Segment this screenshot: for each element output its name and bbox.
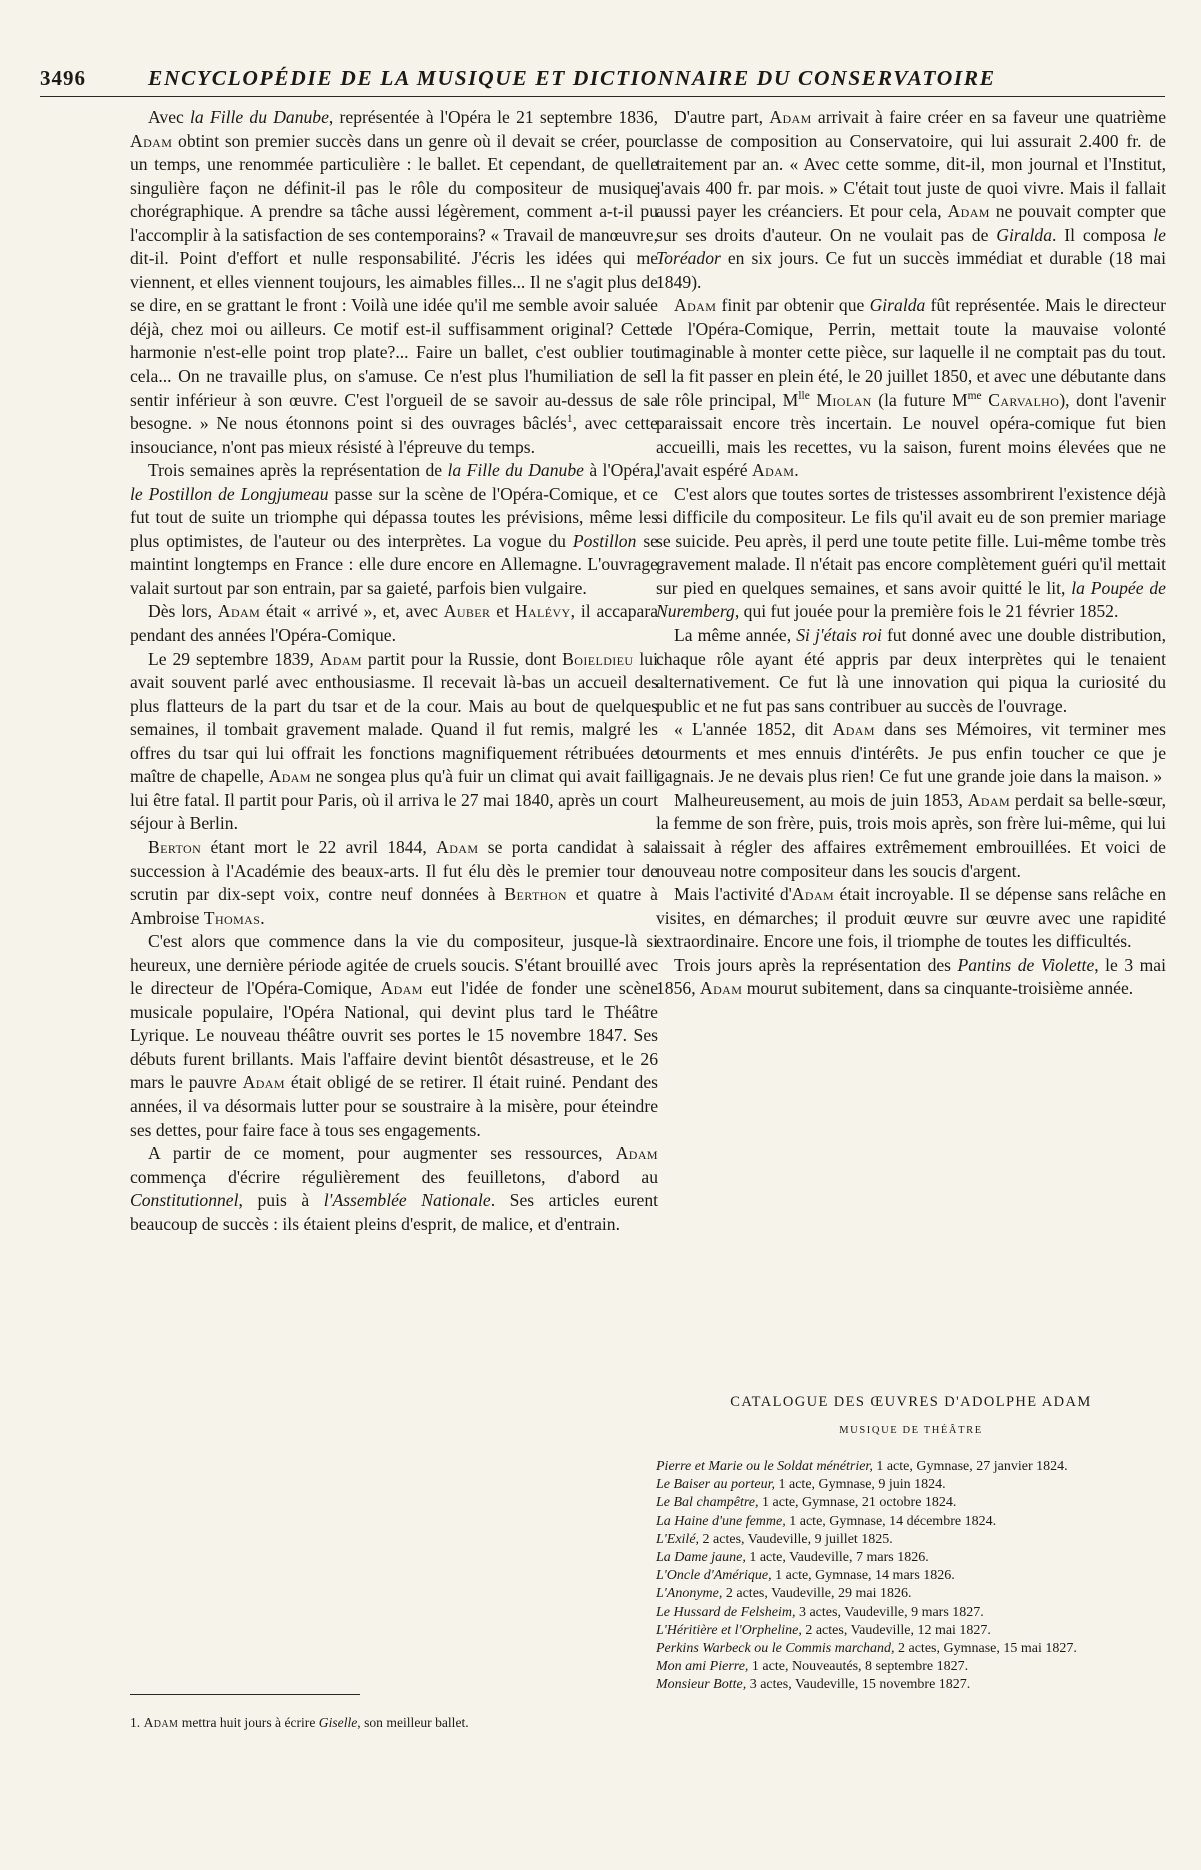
text-run: 1. xyxy=(130,1715,144,1730)
catalogue-entry xyxy=(656,1549,1166,1567)
paragraph xyxy=(656,483,1166,624)
text-run: commença d'écrire régulièrement des feuilletons, d'abord au xyxy=(130,1166,658,1187)
paragraph xyxy=(656,624,1166,718)
work-details: 3 actes, Vaudeville, 15 novembre 1827. xyxy=(746,1677,971,1693)
text-run: Giselle xyxy=(318,1715,358,1730)
work-title: Monsieur Botte, xyxy=(656,1677,747,1693)
text-run: Giralda xyxy=(869,295,926,316)
paragraph xyxy=(130,648,658,836)
text-run: Constitutionnel xyxy=(130,1190,239,1211)
footnote xyxy=(130,1714,658,1731)
catalogue-entry xyxy=(656,1567,1166,1585)
paragraph xyxy=(656,789,1166,883)
work-title: L'Exilé, xyxy=(656,1531,700,1547)
text-run: , son meilleur ballet. xyxy=(357,1715,469,1730)
text-run: finit par obtenir que xyxy=(716,295,870,316)
text-run: était incroyable. Il se dépense sans relâche en visites, en démarches; il produit œuvre sur œuvre avec une rapidité extraordinaire. Encore une fois, il triomphe de toutes les difficultés. xyxy=(656,884,1166,952)
paragraph xyxy=(130,459,658,600)
text-run: mettra huit jours à écrire xyxy=(178,1715,319,1730)
text-run: lui avait souvent parlé avec enthousiasme. Il recevait là-bas un accueil des plus flatteurs de la part du tsar et de la cour. Mais au bout de quelques semaines, il tombait gravement malade. Quand il fut remis, malgré les offres du tsar qui lui offrait les fonctions magnifiquement rétribuées de maître de chapelle, xyxy=(130,648,658,787)
text-run: Auber xyxy=(443,601,491,622)
text-run: Carvalho xyxy=(988,389,1060,410)
left-column xyxy=(130,106,658,1236)
catalogue-entry xyxy=(656,1622,1166,1640)
text-run: , le 3 mai 1856, xyxy=(656,954,1166,999)
text-run: Boieldieu xyxy=(562,648,634,669)
text-run: perdait sa belle-sœur, la femme de son frère, puis, trois mois après, son frère lui-même, qui lui laissait à régler des affaires extrêmement embrouillées. Et voici de nouveau notre compositeur dans les soucis d'argent. xyxy=(656,789,1166,881)
work-title: L'Héritière et l'Orpheline, xyxy=(656,1622,802,1638)
work-title: La Dame jaune, xyxy=(656,1550,746,1566)
text-run: la Fille du Danube xyxy=(447,460,584,481)
text-run: Giralda xyxy=(996,224,1052,245)
paragraph xyxy=(656,106,1166,294)
work-details: 1 acte, Vaudeville, 7 mars 1826. xyxy=(745,1550,929,1566)
text-run: obtint son premier succès dans un genre où il devait se créer, pour un temps, une renommée particulière : le ballet. Et cependant, de quelle singulière façon ne définit-il pas le rôle du compositeur de musique chorégraphique. A prendre sa tâche aussi légèrement, comment a-t-il pu l'accomplir à la satisfaction de ses contemporains? « Travail de manœuvre, dit-il. Point d'effort et nulle responsabilité. J'écris les idées qui me viennent, et elles viennent toujours, les aimables filles... Il ne s'agit plus de se dire, en se grattant le front : Voilà une idée qu'il me semble avoir saluée déjà, chez moi ou ailleurs. Ce motif est-il suffisamment original? Cette harmonie n'est-elle point trop plate?... Faire un ballet, c'est oublier tout cela... On ne travaille plus, on s'amuse. Ce n'est plus l'humiliation de se sentir inférieur à son œuvre. C'est l'orgueil de se savoir au-dessus de sa besogne. » Ne nous étonnons point si des ouvrages bâclés xyxy=(130,130,658,434)
text-run: Adam xyxy=(967,789,1011,810)
text-run: eut l'idée de fonder une scène musicale populaire, l'Opéra National, qui devint plus tard le Théâtre Lyrique. Le nouveau théâtre ouvrit ses portes le 15 novembre 1847. Ses débuts furent brillants. Mais l'affaire devint bientôt désastreuse, et le 26 mars le pauvre xyxy=(130,978,659,1093)
work-details: 1 acte, Gymnase, 27 janvier 1824. xyxy=(872,1459,1068,1474)
text-run: Mais l'activité d' xyxy=(674,884,792,905)
catalogue-heading: CATALOGUE DES ŒUVRES D'ADOLPHE ADAM xyxy=(730,1394,1092,1410)
text-run: fut donné avec une double distribution, chaque rôle ayant été appris par deux interprètes qui le tenaient alternativement. Ce fut là une innovation qui piqua la curiosité du public et ne fut pas sans contribuer au succès de l'ouvrage. xyxy=(656,625,1166,716)
catalogue-entry xyxy=(656,1494,1166,1512)
text-run: la Poupée de Nuremberg xyxy=(656,577,1166,622)
text-run: et quatre à Ambroise xyxy=(130,884,658,928)
text-run: Adam xyxy=(751,460,795,481)
text-run: C'est alors que toutes sortes de tristesses assombrirent l'existence déjà si difficile du compositeur. Le fils qu'il avait eu de son premier mariage se suicide. Peu après, il perd une toute petite fille. Lui-même tombe très gravement malade. Il n'était pas encore complètement guéri qu'il mettait sur pied en quelques semaines, et sans avoir quitté le lit, xyxy=(656,483,1166,598)
text-run: passe sur la scène de l'Opéra-Comique, et ce fut tout de suite un triomphe qui dépassa toutes les prévisions, même les plus optimistes, de l'auteur ou des interprètes. La vogue du xyxy=(130,483,658,551)
catalogue-entry xyxy=(656,1640,1166,1658)
text-run: Adam xyxy=(268,766,311,787)
catalogue-entry xyxy=(656,1476,1166,1494)
text-run: ne pouvait compter que sur ses droits d'auteur. On ne voulait pas de xyxy=(656,201,1166,245)
text-run: ne songea plus qu'à fuir un climat qui avait failli lui être fatal. Il partit pour Paris, où il arriva le 27 mai 1840, après un court séjour à Berlin. xyxy=(130,766,658,834)
catalogue-entry xyxy=(656,1604,1166,1622)
text-run: l'Assemblée Nationale xyxy=(323,1190,491,1211)
paragraph xyxy=(656,954,1166,1001)
superscript: lle xyxy=(798,389,810,402)
paragraph xyxy=(656,883,1166,954)
footnote-divider xyxy=(130,1694,360,1695)
work-details: 2 actes, Vaudeville, 9 juillet 1825. xyxy=(699,1531,893,1547)
text-run: Dès lors, xyxy=(148,601,218,622)
work-title: Perkins Warbeck ou le Commis marchand, xyxy=(656,1641,895,1657)
text-run: Miolan xyxy=(816,389,872,410)
text-run: C'est alors que commence dans la vie du compositeur, jusque-là si heureux, une dernière période agitée de cruels soucis. S'étant brouillé avec le directeur de l'Opéra-Comique, xyxy=(130,931,658,999)
text-run: était « arrivé », et, avec xyxy=(260,601,444,622)
text-run: , qui fut jouée pour la première fois le 21 février 1852. xyxy=(734,601,1119,622)
work-details: 2 actes, Vaudeville, 29 mai 1826. xyxy=(722,1586,912,1602)
paragraph xyxy=(130,836,658,930)
text-run: , puis à xyxy=(238,1190,324,1211)
text-run: partit pour la Russie, dont xyxy=(362,648,563,669)
work-title: Pierre et Marie ou le Soldat ménétrier, xyxy=(656,1459,873,1474)
paragraph xyxy=(130,600,658,647)
work-details: 1 acte, Gymnase, 14 mars 1826. xyxy=(771,1568,955,1584)
text-run: se maintint longtemps en France : elle dure encore en Allemagne. L'ouvrage valait surtout par son entrain, par sa gaieté, parfois bien vulgaire. xyxy=(130,530,658,598)
text-run: la Fille du Danube xyxy=(190,107,329,127)
work-details: 2 actes, Gymnase, 15 mai 1827. xyxy=(894,1641,1077,1657)
text-run: Postillon xyxy=(572,530,637,551)
catalogue-entry xyxy=(656,1676,1166,1694)
text-run: étant mort le 22 avril 1844, xyxy=(201,836,437,857)
text-run: Adam xyxy=(217,601,261,622)
text-run: à l'Opéra, xyxy=(583,460,658,481)
text-run: La même année, xyxy=(674,625,797,646)
catalogue-subheading: MUSIQUE DE THÉÂTRE xyxy=(839,1425,983,1436)
text-run: Adam xyxy=(699,978,743,999)
text-run: Le 29 septembre 1839, xyxy=(148,648,320,669)
text-run: le Toréador xyxy=(656,224,1166,269)
text-run: , avec cette insouciance, n'ont pas mieux résisté à l'épreuve du temps. xyxy=(130,413,658,457)
text-run: le Postillon de Longjumeau xyxy=(130,483,329,504)
text-run: Adam xyxy=(832,719,875,740)
work-details: 1 acte, Gymnase, 14 décembre 1824. xyxy=(785,1513,997,1529)
work-title: L'Anonyme, xyxy=(656,1586,723,1602)
text-run: A partir de ce moment, pour augmenter ses ressources, xyxy=(148,1143,616,1164)
text-run: (la future M xyxy=(871,389,968,410)
text-run: ), dont l'avenir paraissait encore très incertain. Le nouvel opéra-comique fut bien accueilli, mais les recettes, vu la saison, furent moins élevées que ne l'avait espéré xyxy=(656,389,1167,481)
paragraph xyxy=(656,294,1166,482)
right-column xyxy=(656,106,1166,1001)
work-title: Mon ami Pierre, xyxy=(656,1659,749,1675)
catalogue-list xyxy=(656,1458,1166,1695)
page-header xyxy=(40,66,1165,97)
text-run: était obligé de se retirer. Il était ruiné. Pendant des années, il va désormais lutter pour se soustraire à la misère, pour éteindre ses dettes, pour faire face à tous ses engagements. xyxy=(130,1072,658,1140)
work-title: Le Hussard de Felsheim, xyxy=(656,1604,796,1620)
text-run: et xyxy=(490,601,515,622)
text-run: « L'année 1852, dit xyxy=(674,719,833,740)
text-run: dans ses Mémoires, vit terminer mes tourments et mes ennuis d'intérêts. Je pus enfin toucher ce que je gagnais. Je ne devais plus rien! Ce fut une grande joie dans la maison. » xyxy=(656,719,1166,787)
work-details: 1 acte, Gymnase, 9 juin 1824. xyxy=(775,1477,946,1493)
text-run: se porta candidat à sa succession à l'Académie des beaux-arts. Il fut élu dès le premier tour de scrutin par dix-sept voix, contre neuf données à xyxy=(130,836,659,905)
work-details: 2 actes, Vaudeville, 12 mai 1827. xyxy=(801,1622,991,1638)
text-run: . Il composa xyxy=(1052,224,1154,245)
work-title: L'Oncle d'Amérique, xyxy=(656,1568,772,1584)
text-run: fût représentée. Mais le directeur de l'Opéra-Comique, Perrin, mettait toute la mauvaise volonté imaginable à monter cette pièce, sur laquelle il ne comptait pas du tout. Il la fit passer en plein été, le 20 juillet 1850, et avec une débutante dans le rôle principal, M xyxy=(656,295,1166,410)
catalogue-entry xyxy=(656,1531,1166,1549)
text-run: Adam xyxy=(615,1143,658,1164)
text-run: . Ses articles eurent beaucoup de succès : ils étaient pleins d'esprit, de malice, et d'entrain. xyxy=(130,1190,659,1234)
page-number: 3496 xyxy=(40,66,86,90)
text-run: Halévy xyxy=(514,601,571,622)
text-run: Pantins de Violette xyxy=(957,954,1095,975)
text-run: Adam xyxy=(380,978,423,999)
text-run: Adam xyxy=(130,130,173,151)
catalogue-entry xyxy=(656,1658,1166,1676)
text-run: en six jours. Ce fut un succès immédiat et durable (18 mai 1849). xyxy=(656,248,1166,292)
paragraph xyxy=(130,1142,658,1236)
text-run: D'autre part, xyxy=(674,107,770,127)
text-run: Adam xyxy=(436,836,479,857)
catalogue-entry xyxy=(656,1585,1166,1603)
text-run: , représentée à l'Opéra le 21 septembre 1836, xyxy=(328,107,658,127)
catalogue-entry xyxy=(656,1458,1166,1476)
work-details: 1 acte, Gymnase, 21 octobre 1824. xyxy=(758,1495,957,1511)
work-title: Le Baiser au porteur, xyxy=(656,1477,775,1493)
text-run: Adam xyxy=(791,884,835,905)
superscript: 1 xyxy=(566,413,573,426)
running-title: ENCYCLOPÉDIE DE LA MUSIQUE ET DICTIONNAIRE DU CONSERVATOIRE xyxy=(148,66,996,90)
catalogue-entry xyxy=(656,1513,1166,1531)
text-run: arrivait à faire créer en sa faveur une quatrième classe de composition au Conservatoire, qui lui assurait 2.400 fr. de traitement par an. « Avec cette somme, dit-il, mon journal et l'Institut, j'avais 400 fr. par mois. » C'était tout juste de quoi vivre. Mais il fallait aussi payer les créanciers. Et pour cela, xyxy=(656,107,1166,222)
text-run: Adam xyxy=(242,1072,285,1093)
work-details: 1 acte, Nouveautés, 8 septembre 1827. xyxy=(748,1659,969,1675)
text-run: Adam xyxy=(769,107,812,127)
text-run: Si j'étais roi xyxy=(796,625,882,646)
text-run: Adam xyxy=(143,1715,179,1730)
text-run: mourut subitement, dans sa cinquante-troisième année. xyxy=(742,978,1134,999)
text-run: . xyxy=(794,460,799,481)
paragraph xyxy=(130,930,658,1142)
text-run: Thomas xyxy=(203,907,261,928)
text-run: Adam xyxy=(674,295,717,316)
text-run: Trois jours après la représentation des xyxy=(674,954,958,975)
text-run: Adam xyxy=(947,201,990,222)
work-title: Le Bal champêtre, xyxy=(656,1495,759,1511)
text-run: Avec xyxy=(148,107,191,127)
work-details: 3 actes, Vaudeville, 9 mars 1827. xyxy=(795,1604,984,1620)
text-run: Berthon xyxy=(504,884,567,905)
text-run: Berton xyxy=(148,836,202,857)
superscript: me xyxy=(967,389,982,402)
text-run: Adam xyxy=(319,648,362,669)
text-run: Trois semaines après la représentation de xyxy=(148,460,448,481)
work-title: La Haine d'une femme, xyxy=(656,1513,786,1529)
text-run: , il accapara pendant des années l'Opéra-Comique. xyxy=(130,601,659,646)
text-run: Malheureusement, au mois de juin 1853, xyxy=(674,789,968,810)
paragraph xyxy=(656,718,1166,789)
text-run: . xyxy=(260,907,265,928)
paragraph xyxy=(130,106,658,459)
